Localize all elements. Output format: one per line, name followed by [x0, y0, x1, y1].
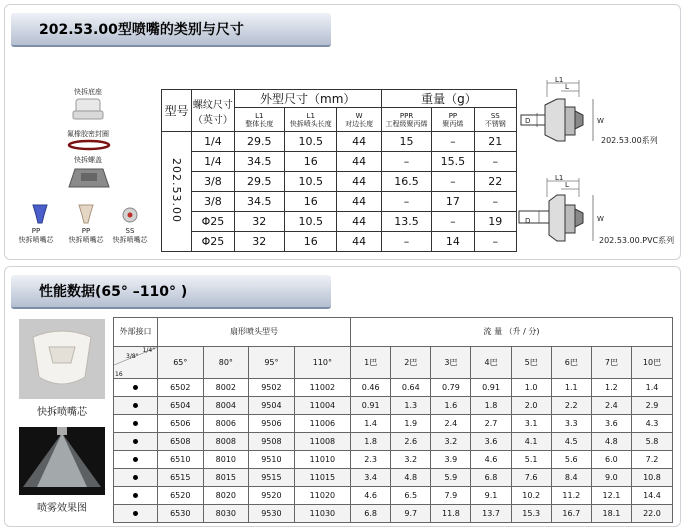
col-pp: PP 聚丙烯	[432, 108, 474, 132]
bullet-icon	[133, 385, 138, 390]
performance-row	[114, 379, 673, 397]
dimensions-cell: 32	[234, 212, 284, 232]
dimensions-cell: 10.5	[285, 172, 337, 192]
pressure-header: 5巴	[511, 346, 551, 378]
flow-cell: 5.6	[551, 451, 591, 469]
flow-cell: 11.2	[551, 487, 591, 505]
dimensions-row	[162, 132, 517, 152]
col-dimensions: 外型尺寸（mm）	[234, 90, 381, 108]
flow-cell: 4.6	[471, 451, 511, 469]
flow-cell: 6.5	[391, 487, 431, 505]
model-cell: 6508	[158, 433, 204, 451]
model-cell: 6515	[158, 469, 204, 487]
dimensions-cell: 21	[474, 132, 516, 152]
dimensions-cell: 44	[337, 192, 381, 212]
flow-cell: 4.3	[631, 415, 672, 433]
dimensions-cell: 34.5	[234, 192, 284, 212]
performance-row	[114, 397, 673, 415]
dimensions-row	[162, 232, 517, 252]
dimensions-cell: 3/8	[192, 192, 234, 212]
dimensions-cell: 17	[432, 192, 474, 212]
model-cell: 9510	[249, 451, 295, 469]
flow-cell: 2.2	[551, 397, 591, 415]
model-cell: 9520	[249, 487, 295, 505]
flow-cell: 2.3	[351, 451, 391, 469]
flow-cell: 4.1	[511, 433, 551, 451]
bullet-icon	[133, 457, 138, 462]
performance-row	[114, 451, 673, 469]
dimensions-cell: 14	[432, 232, 474, 252]
performance-row	[114, 487, 673, 505]
pp-tip-blue-icon	[31, 203, 49, 225]
dimensions-cell: 15.5	[432, 152, 474, 172]
dimensions-cell: 22	[474, 172, 516, 192]
drawing2-l-label: L	[565, 181, 569, 189]
flow-cell: 8.4	[551, 469, 591, 487]
base-illustration	[70, 97, 106, 123]
dimensions-cell: 16	[285, 232, 337, 252]
performance-title: 性能数据(65° –110° )	[11, 275, 331, 309]
model-cell: 6506	[158, 415, 204, 433]
angle-header: 80°	[203, 346, 249, 378]
flow-cell: 3.6	[471, 433, 511, 451]
flow-cell: 9.1	[471, 487, 511, 505]
flow-cell: 2.9	[631, 397, 672, 415]
bullet-icon	[133, 421, 138, 426]
col-ppr: PPR 工程级聚丙烯	[381, 108, 431, 132]
flow-cell: 1.9	[391, 415, 431, 433]
flow-cell: 7.2	[631, 451, 672, 469]
model-cell: 6530	[158, 505, 204, 523]
model-cell: 11020	[294, 487, 350, 505]
flow-cell: 2.4	[431, 415, 471, 433]
model-cell: 9508	[249, 433, 295, 451]
spray-caption: 喷雾效果图	[37, 503, 87, 514]
flow-cell: 0.91	[471, 379, 511, 397]
drawing2-d-label: D	[525, 217, 531, 225]
dimensions-row	[162, 192, 517, 212]
ss-tip-icon	[121, 205, 139, 225]
performance-panel	[4, 266, 681, 527]
dimensions-cell: –	[432, 212, 474, 232]
flow-cell: 14.4	[631, 487, 672, 505]
port-diagonal-cell	[114, 346, 158, 378]
flow-cell: 12.1	[591, 487, 631, 505]
flow-cell: 9.0	[591, 469, 631, 487]
performance-row	[114, 469, 673, 487]
spray-photo	[19, 427, 105, 495]
flow-cell: 6.8	[351, 505, 391, 523]
dimensions-cell: –	[381, 232, 431, 252]
model-cell: 11008	[294, 433, 350, 451]
model-cell: 6502	[158, 379, 204, 397]
col-l1-tip: L1 快拆喷头长度	[285, 108, 337, 132]
dimensions-row	[162, 152, 517, 172]
port-marker-cell	[114, 487, 158, 505]
flow-cell: 4.8	[391, 469, 431, 487]
series-1-label: 202.53.00系列	[601, 136, 658, 145]
bullet-icon	[133, 475, 138, 480]
flow-cell: 5.8	[631, 433, 672, 451]
flow-cell: 1.4	[631, 379, 672, 397]
col-flow: 流 量 （升 / 分)	[351, 318, 673, 347]
flow-cell: 0.79	[431, 379, 471, 397]
col-weight: 重量（g）	[381, 90, 516, 108]
dimensions-cell: –	[474, 232, 516, 252]
model-cell: 9504	[249, 397, 295, 415]
model-cell: 9506	[249, 415, 295, 433]
dimensions-cell: 10.5	[285, 132, 337, 152]
model-cell: 11015	[294, 469, 350, 487]
flow-cell: 0.64	[391, 379, 431, 397]
dimensions-cell: 1/4	[192, 152, 234, 172]
flow-cell: 10.2	[511, 487, 551, 505]
bullet-icon	[133, 493, 138, 498]
pressure-header: 2巴	[391, 346, 431, 378]
dimensions-row	[162, 212, 517, 232]
dimensions-cell: –	[432, 172, 474, 192]
port-quarter: 1/4"	[142, 346, 155, 354]
cap-illustration	[61, 165, 117, 191]
model-cell: 8006	[203, 415, 249, 433]
flow-cell: 1.8	[351, 433, 391, 451]
flow-cell: 3.6	[591, 415, 631, 433]
flow-cell: 1.4	[351, 415, 391, 433]
performance-row	[114, 433, 673, 451]
oring-caption: 氟橡胶密封圈	[67, 130, 109, 138]
flow-cell: 1.6	[431, 397, 471, 415]
flow-cell: 3.3	[551, 415, 591, 433]
flow-cell: 4.8	[591, 433, 631, 451]
dimensions-panel	[4, 4, 681, 260]
flow-cell: 15.3	[511, 505, 551, 523]
dimensions-cell: –	[432, 132, 474, 152]
model-cell: 6504	[158, 397, 204, 415]
flow-cell: 10.8	[631, 469, 672, 487]
dimensions-cell: –	[474, 192, 516, 212]
angle-header: 110°	[294, 346, 350, 378]
flow-cell: 7.6	[511, 469, 551, 487]
model-cell: 8002	[203, 379, 249, 397]
flow-cell: 1.1	[551, 379, 591, 397]
col-l1: L1 整体长度	[234, 108, 284, 132]
dimensions-cell: 1/4	[192, 132, 234, 152]
model-cell: 8010	[203, 451, 249, 469]
flow-cell: 6.8	[471, 469, 511, 487]
dimensions-cell: Φ25	[192, 232, 234, 252]
dimensions-cell: 29.5	[234, 132, 284, 152]
dimensions-cell: 44	[337, 132, 381, 152]
flow-cell: 1.2	[591, 379, 631, 397]
flow-cell: 18.1	[591, 505, 631, 523]
drawing2-l1-label: L1	[555, 174, 564, 182]
dimensions-cell: 13.5	[381, 212, 431, 232]
flow-cell: 1.0	[511, 379, 551, 397]
bullet-icon	[133, 403, 138, 408]
model-cell: 8015	[203, 469, 249, 487]
pressure-header: 6巴	[551, 346, 591, 378]
port-16: 16	[115, 371, 123, 379]
performance-table	[113, 317, 673, 523]
dimensions-cell: 34.5	[234, 152, 284, 172]
port-marker-cell	[114, 379, 158, 397]
flow-cell: 2.6	[391, 433, 431, 451]
bullet-icon	[133, 439, 138, 444]
dimensions-cell: Φ25	[192, 212, 234, 232]
tip-photo	[19, 319, 105, 399]
model-cell: 8008	[203, 433, 249, 451]
port-38: 3/8"	[126, 352, 139, 360]
flow-cell: 11.8	[431, 505, 471, 523]
port-marker-cell	[114, 451, 158, 469]
flow-cell: 0.46	[351, 379, 391, 397]
col-type: 型号	[162, 90, 192, 132]
bullet-icon	[133, 511, 138, 516]
dimensions-cell: –	[474, 152, 516, 172]
model-cell: 11010	[294, 451, 350, 469]
col-port: 外部接口	[114, 318, 158, 347]
flow-cell: 3.2	[431, 433, 471, 451]
dimensions-title: 202.53.00型喷嘴的类别与尺寸	[11, 13, 331, 47]
flow-cell: 7.9	[431, 487, 471, 505]
flow-cell: 3.2	[391, 451, 431, 469]
drawing1-d-label: D	[525, 117, 531, 125]
model-cell: 8020	[203, 487, 249, 505]
model-cell: 11002	[294, 379, 350, 397]
flow-cell: 6.0	[591, 451, 631, 469]
dimensions-cell: 15	[381, 132, 431, 152]
dimensions-cell: 32	[234, 232, 284, 252]
dimensions-table	[161, 89, 517, 252]
model-cell: 11004	[294, 397, 350, 415]
oring-illustration	[67, 139, 111, 151]
model-cell: 11030	[294, 505, 350, 523]
tip-caption-3: SS 快拆喷嘴芯	[112, 227, 148, 244]
flow-cell: 3.9	[431, 451, 471, 469]
tip-caption-2: PP 快拆喷嘴芯	[68, 227, 104, 244]
model-cell: 8030	[203, 505, 249, 523]
dimensions-cell: –	[381, 152, 431, 172]
tip-caption-1: PP 快拆喷嘴芯	[18, 227, 54, 244]
port-marker-cell	[114, 469, 158, 487]
model-cell	[162, 132, 192, 252]
dimensions-cell: 44	[337, 172, 381, 192]
dimensions-cell: 3/8	[192, 172, 234, 192]
model-cell: 6510	[158, 451, 204, 469]
flow-cell: 5.9	[431, 469, 471, 487]
pressure-header: 7巴	[591, 346, 631, 378]
angle-header: 65°	[158, 346, 204, 378]
col-thread: 螺纹尺寸（英寸）	[192, 90, 234, 132]
flow-cell: 4.6	[351, 487, 391, 505]
model-cell: 9530	[249, 505, 295, 523]
model-cell: 6520	[158, 487, 204, 505]
flow-cell: 2.7	[471, 415, 511, 433]
flow-cell: 5.1	[511, 451, 551, 469]
dimensions-cell: 19	[474, 212, 516, 232]
model-cell: 8004	[203, 397, 249, 415]
col-ss: SS 不锈钢	[474, 108, 516, 132]
model-cell: 11006	[294, 415, 350, 433]
model-cell: 9515	[249, 469, 295, 487]
performance-row	[114, 505, 673, 523]
drawing2-w-label: W	[597, 215, 604, 223]
model-cell: 9502	[249, 379, 295, 397]
pressure-header: 3巴	[431, 346, 471, 378]
pressure-header: 4巴	[471, 346, 511, 378]
dimensions-cell: 44	[337, 152, 381, 172]
col-fan: 扇形喷头型号	[158, 318, 351, 347]
dimensions-cell: 16.5	[381, 172, 431, 192]
drawing1-l1-label: L1	[555, 76, 564, 84]
dimensions-cell: 44	[337, 232, 381, 252]
dimensions-cell: 16	[285, 192, 337, 212]
angle-header: 95°	[249, 346, 295, 378]
flow-cell: 1.3	[391, 397, 431, 415]
flow-cell: 3.1	[511, 415, 551, 433]
performance-row	[114, 415, 673, 433]
flow-cell: 1.8	[471, 397, 511, 415]
flow-cell: 2.0	[511, 397, 551, 415]
flow-cell: 22.0	[631, 505, 672, 523]
pp-tip-beige-icon	[77, 203, 95, 225]
series-2-label: 202.53.00.PVC系列	[599, 236, 675, 245]
flow-cell: 13.7	[471, 505, 511, 523]
port-marker-cell	[114, 415, 158, 433]
flow-cell: 4.5	[551, 433, 591, 451]
flow-cell: 16.7	[551, 505, 591, 523]
flow-cell: 9.7	[391, 505, 431, 523]
pressure-header: 10巴	[631, 346, 672, 378]
port-marker-cell	[114, 505, 158, 523]
dimensions-cell: 16	[285, 152, 337, 172]
col-w: W 对边长度	[337, 108, 381, 132]
dimensions-cell: 10.5	[285, 212, 337, 232]
port-marker-cell	[114, 397, 158, 415]
dimensions-cell: 29.5	[234, 172, 284, 192]
flow-cell: 2.4	[591, 397, 631, 415]
flow-cell: 0.91	[351, 397, 391, 415]
pressure-header: 1巴	[351, 346, 391, 378]
dimensions-cell: 44	[337, 212, 381, 232]
cap-caption: 快拆螺盖	[74, 156, 102, 164]
drawing1-l-label: L	[565, 83, 569, 91]
flow-cell: 3.4	[351, 469, 391, 487]
tip-caption: 快拆喷嘴芯	[37, 407, 87, 418]
dimensions-row	[162, 172, 517, 192]
dimensions-cell: –	[381, 192, 431, 212]
model-label: 202.53.00	[170, 157, 184, 223]
port-marker-cell	[114, 433, 158, 451]
drawing1-w-label: W	[597, 117, 604, 125]
base-caption: 快拆底座	[74, 88, 102, 96]
